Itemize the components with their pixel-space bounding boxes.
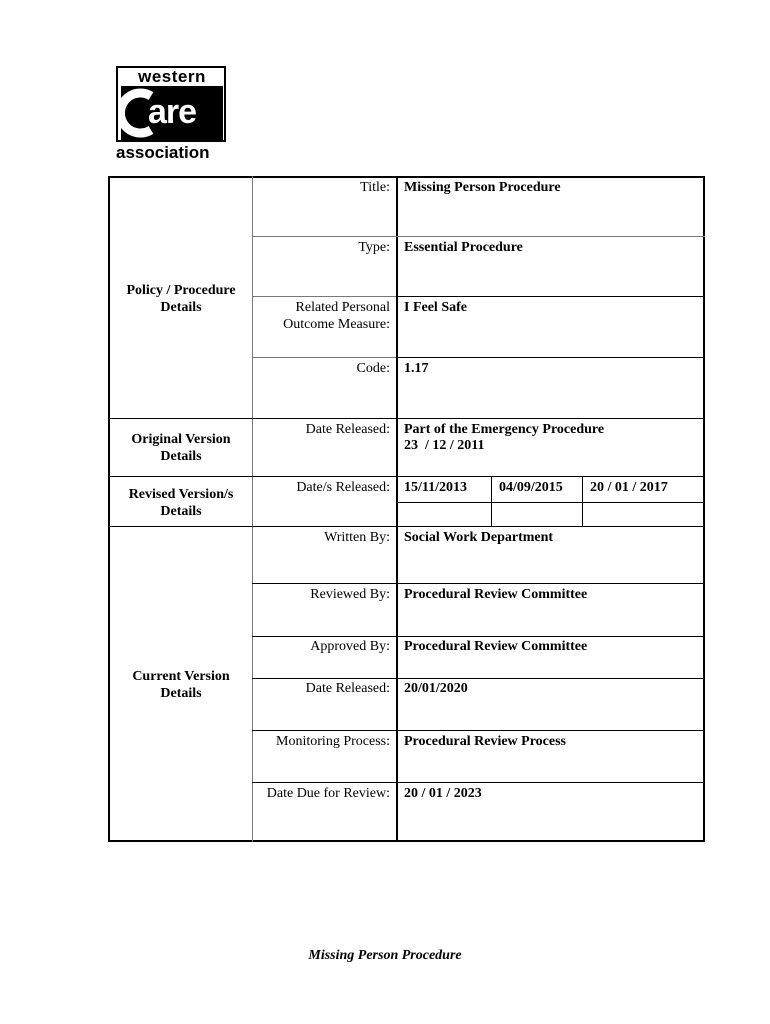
revised-dates-released-label: Date/s Released: xyxy=(296,480,390,495)
logo-association-text: association xyxy=(116,143,210,162)
title-label: Title: xyxy=(360,180,390,195)
written-by-label: Written By: xyxy=(324,530,390,545)
group-revised-version: Revised Version/s Details xyxy=(128,487,234,519)
type-label: Type: xyxy=(358,240,390,255)
approved-by-value: Procedural Review Committee xyxy=(404,639,588,654)
reviewed-by-label: Reviewed By: xyxy=(310,587,390,602)
revised-date-3: 20 / 01 / 2017 xyxy=(590,480,668,495)
reviewed-by-value: Procedural Review Committee xyxy=(404,587,588,602)
code-value: 1.17 xyxy=(404,361,429,376)
related-outcome-label: Related Personal Outcome Measure: xyxy=(283,300,390,332)
written-by-value: Social Work Department xyxy=(404,530,554,545)
current-date-released-label: Date Released: xyxy=(305,681,390,696)
title-value: Missing Person Procedure xyxy=(404,180,561,195)
original-release-value-line2: 23 / 12 / 2011 xyxy=(404,438,485,453)
date-due-review-value: 20 / 01 / 2023 xyxy=(404,786,482,801)
logo-are-text: are xyxy=(148,93,197,131)
related-outcome-value: I Feel Safe xyxy=(404,300,467,315)
logo-western-text: western xyxy=(138,67,206,86)
group-original-version: Original Version Details xyxy=(131,432,231,464)
monitoring-process-label: Monitoring Process: xyxy=(276,734,390,749)
original-release-value-line1: Part of the Emergency Procedure xyxy=(404,422,605,437)
revised-date-1: 15/11/2013 xyxy=(404,480,468,495)
western-care-logo xyxy=(116,66,228,164)
monitoring-process-value: Procedural Review Process xyxy=(404,734,566,749)
logo-frame xyxy=(116,66,226,142)
original-date-released-label: Date Released: xyxy=(305,422,390,437)
revised-date-2: 04/09/2015 xyxy=(499,480,563,495)
approved-by-label: Approved By: xyxy=(310,639,390,654)
page-footer: Missing Person Procedure xyxy=(308,948,462,963)
date-due-review-label: Date Due for Review: xyxy=(266,786,390,801)
group-policy-details: Policy / Procedure Details xyxy=(126,283,236,315)
code-label: Code: xyxy=(356,361,390,376)
logo-care-block xyxy=(121,86,223,140)
group-current-version: Current Version Details xyxy=(132,669,230,701)
type-value: Essential Procedure xyxy=(404,240,523,255)
current-date-released-value: 20/01/2020 xyxy=(404,681,468,696)
